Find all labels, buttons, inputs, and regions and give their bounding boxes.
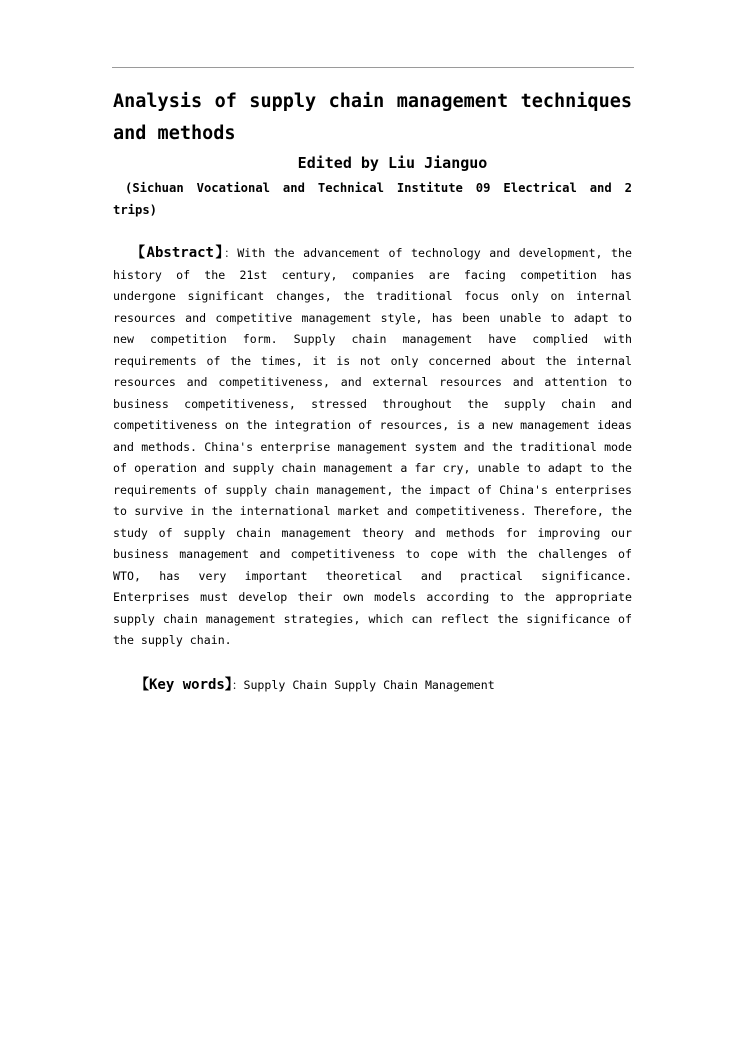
header-rule [112,67,634,68]
keywords-separator: ： [231,677,244,692]
paper-title: Analysis of supply chain management techniques and methods [113,91,632,144]
paper-author: Edited by Liu Jianguo [297,154,488,172]
keywords-label: 【Key words】 [135,676,232,693]
keywords-text: Supply Chain Supply Chain Management [243,677,495,692]
paper-affiliation: (Sichuan Vocational and Technical Institute 09 Electrical and 2 trips) [113,181,632,217]
abstract-label: 【Abstract】 [131,245,225,261]
document-page [113,86,632,696]
abstract-text: With the advancement of technology and development, the history of the 21st century, companies are facing competition has undergone significant changes, the traditional focus only on internal resources and competitive management style, has been unable to adapt to new competition form. Supply chain management have complied with requirements of the times, it is not only concerned about the internal resources and competitiveness, and external resources and attention to business competitiveness, stressed throughout the supply chain and competitiveness on the integration of resources, is a new management ideas and methods. China's enterprise management system and the traditional mode of operation and supply chain management a far cry, unable to adapt to the requirements of supply chain management, the impact of China's enterprises to survive in the international market and competitiveness. Therefore, the study of supply chain management theory and methods for improving our business management and competitiveness to cope with the challenges of WTO, has very important theoretical and practical significance. Enterprises must develop their own models according to the appropriate supply chain management strategies, which can reflect the significance of the supply chain. [113,246,632,647]
abstract-separator: ： [224,246,238,260]
keywords-paragraph [113,674,632,696]
abstract-paragraph [113,243,632,652]
